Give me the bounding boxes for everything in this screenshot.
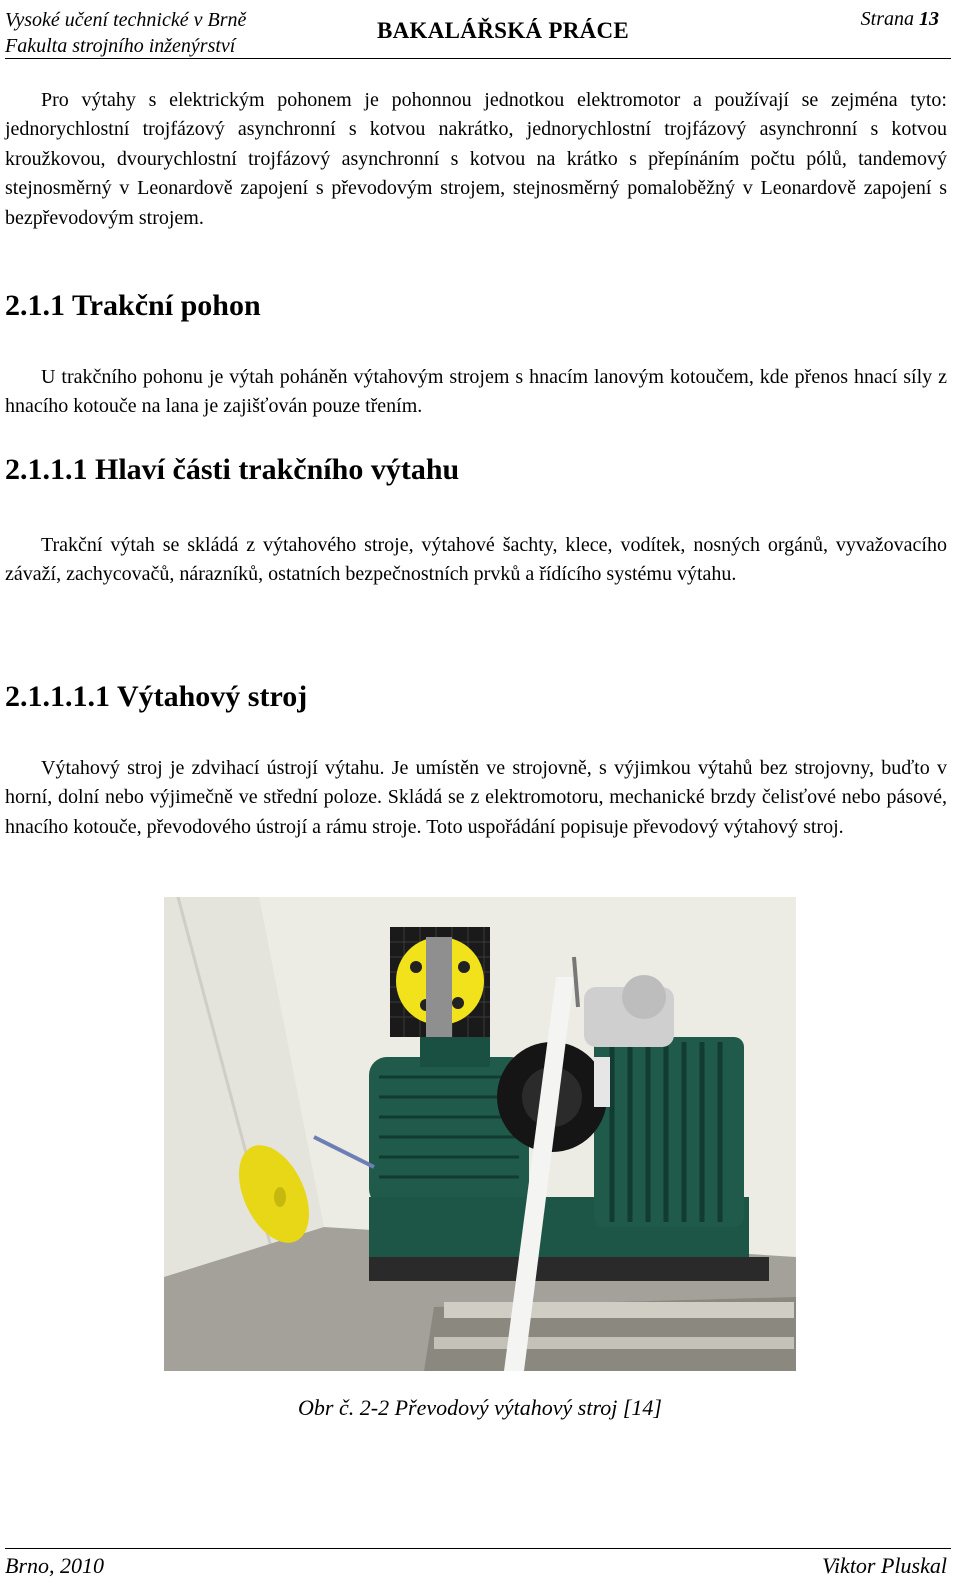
section-heading-lift-machine: 2.1.1.1.1 Výtahový stroj [5, 680, 308, 713]
page-header [5, 6, 951, 59]
figure-lift-machine-photo [164, 897, 796, 1371]
page-number: 13 [919, 8, 939, 30]
page-label: Strana [860, 8, 914, 30]
footer-author: Viktor Pluskal [822, 1553, 947, 1578]
paragraph-main-parts: Trakční výtah se skládá z výtahového stroje, výtahové šachty, klece, vodítek, nosných orgánů, vyvažovacího závaží, zachycovačů, nárazníků, ostatních bezpečnostních prvků a řídícího systému výtahu. [5, 534, 947, 586]
header-university: Vysoké učení technické v Brně [5, 9, 247, 31]
section-heading-traction-drive: 2.1.1 Trakční pohon [5, 289, 261, 322]
header-page-indicator [861, 8, 939, 31]
paragraph-drive-types: Pro výtahy s elektrickým pohonem je pohonnou jednotkou elektromotor a používají se zejména tyto: jednorychlostní trojfázový asynchronní s kotvou nakrátko, jednorychlostní trojfázový asynchronní s kotvou kroužkovou, dvourychlostní trojfázový asynchronní s kotvou na krátko s přepínáním počtu pólů, tandemový stejnosměrný v Leonardově zapojení s převodovým strojem, stejnosměrný pomaloběžný v Leonardově zapojení s bezpřevodovým strojem. [5, 89, 947, 229]
header-document-type: BAKALÁŘSKÁ PRÁCE [377, 18, 630, 43]
section-heading-main-parts: 2.1.1.1 Hlaví části trakčního výtahu [5, 453, 460, 486]
figure-caption: Obr č. 2-2 Převodový výtahový stroj [14] [298, 1395, 662, 1420]
paragraph-lift-machine: Výtahový stroj je zdvihací ústrojí výtahu. Je umístěn ve strojovně, s výjimkou výtahů bez strojovny, buďto v horní, dolní nebo výjimečně ve střední poloze. Skládá se z elektromotoru, mechanické brzdy čelisťové nebo pásové, hnacího kotouče, převodového ústrojí a rámu stroje. Toto uspořádání popisuje převodový výtahový stroj. [5, 757, 947, 838]
header-faculty: Fakulta strojního inženýrství [5, 35, 236, 57]
footer-place-year: Brno, 2010 [5, 1553, 104, 1578]
page-footer [5, 1548, 951, 1583]
lift-machine-illustration [164, 897, 796, 1371]
paragraph-traction-drive: U trakčního pohonu je výtah poháněn výtahovým strojem s hnacím lanovým kotoučem, kde přenos hnací síly z hnacího kotouče na lana je zajišťován pouze třením. [5, 366, 947, 418]
